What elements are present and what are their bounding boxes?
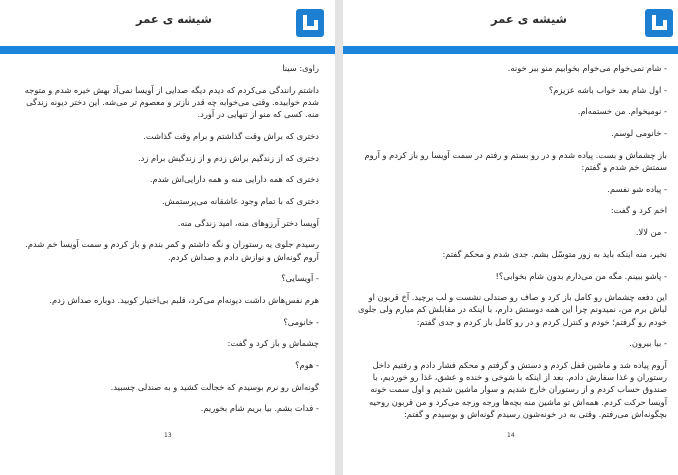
paragraph: باز چشماش و بست. پیاده شدم و در رو بستم و رفتم در سمت آویسا رو باز کردم و آروم سمتش خم شدم و گفتم:: [364, 149, 667, 173]
paragraph: دختری که با تمام وجود عاشقانه می‌پرستمش.: [162, 195, 319, 206]
paragraph: راوی: سینا: [282, 63, 319, 73]
paragraph: - نومیخوام. من خستمه‌ام.: [577, 106, 667, 117]
paragraph: - اول شام بعد خواب باشه عزیزم؟: [548, 84, 667, 95]
paragraph: دختری که همه دارایی منه و همه دارایی‌اش شدم.: [149, 174, 319, 185]
right-page: [343, 0, 678, 475]
left-page: [0, 0, 335, 475]
page-text: [355, 62, 667, 430]
book-logo-icon: [645, 9, 673, 37]
paragraph: دختری که براش وقت گذاشتم و برام وقت گذاشت.: [143, 130, 319, 141]
paragraph: رسیدم جلوی یه رستوران و نگه داشتم و کمر بندم و باز کردم و سمت آویسا خم شدم. آروم گونه‌اش و نوازش دادم و صداش کردم.: [25, 239, 319, 262]
paragraph: هرم نفس‌هاش داشت دیونه‌ام می‌کرد، قلبم بی‌اختیار کوبید. دوباره صداش زدم.: [49, 294, 319, 305]
paragraph: چشماش و باز کرد و گفت:: [227, 338, 319, 349]
paragraph: این دفعه چشماش رو کامل باز کرد و صاف رو صندلی نشست و لب برچید. آخ قربون او لباش برم من، نمیدونم چرا این همه دوستش دارم، با اینکه در مقابلش کم میارم ولی جلوی خودم رو گرفتم؛ خودم و کنترل کردم و در رو کامل باز کردم و جدی گفتم:: [358, 292, 667, 327]
paragraph: - آویسایی؟: [281, 273, 319, 284]
paragraph: گونه‌اش رو نرم بوسیدم که خجالت کشید و به صندلی چسبید.: [110, 381, 319, 392]
paragraph: - خانومی؟: [283, 316, 319, 327]
page-header: [343, 0, 678, 46]
page-header: [0, 0, 335, 46]
paragraph: آویسا دختر آرزوهای منه، امید زندگی منه.: [177, 217, 319, 228]
book-logo-icon: [296, 9, 324, 37]
page-gutter: [335, 0, 343, 475]
paragraph: اخم کرد و گفت:: [610, 205, 667, 216]
paragraph: - خانومی لوسم.: [611, 128, 667, 139]
paragraph: - من لالا.: [635, 227, 667, 238]
paragraph: - فدات بشم. بیا بریم شام بخوریم.: [200, 403, 319, 414]
page-number: 13: [164, 432, 172, 439]
paragraph: نخیر، منه اینکه باید به زور متوسّل بشم. جدی شدم و محکم گفتم:: [442, 248, 667, 259]
header-accent-bar: [0, 46, 335, 54]
paragraph: - بیا بیرون.: [629, 338, 667, 349]
paragraph: داشتم رانندگی می‌کردم که دیدم دیگه صدایی از آویسا نمی‌آد بهش خیره شدم و متوجه شدم خوابیده. وقتی می‌خوابه چه قدر نازتر و معصوم تر می‌شه. این دختر دیونه زندگی منه. کسی که منو از تنهایی در آورد.: [24, 84, 319, 120]
paragraph: آروم پیاده شد و ماشین قفل کردم و دستش و گرفتم و محکم فشار دادم و رفتیم داخل رستوران و غذا سفارش دادم. بعد از اینکه با شوخی و خنده و عشق، غذا رو خوردیم، با صندوق حساب کردم و از رستوران خارج شدیم و سوار ماشین شدیم و اول سمت خونه آویسا حرکت کردم. همه‌اش تو ماشین منه بچه‌ها ورجه ورجه می‌کرد و من قربون روحیه بچگونه‌اش می‌رفتم. وقتی به در خونه‌شون رسیدم گونه‌اش و بوسیدم و گفتم:: [369, 360, 667, 419]
header-accent-bar: [343, 46, 678, 54]
book-title: شیشه ی عمر: [136, 12, 212, 26]
paragraph: دختری که از زندگیم براش زدم و از زندگیش برام زد.: [138, 152, 319, 163]
paragraph: - شام نمی‌خوام می‌خوام بخوابیم منو ببر خونه.: [507, 63, 667, 73]
page-text: [14, 62, 319, 424]
book-title: شیشه ی عمر: [491, 12, 567, 26]
paragraph: - پیاده شو نفسم.: [607, 183, 667, 194]
page-number: 14: [507, 432, 515, 439]
paragraph: - پاشو ببینم. مگه من می‌ذارم بدون شام بخوابی؟!: [495, 270, 667, 281]
paragraph: - هوم؟: [295, 360, 319, 371]
